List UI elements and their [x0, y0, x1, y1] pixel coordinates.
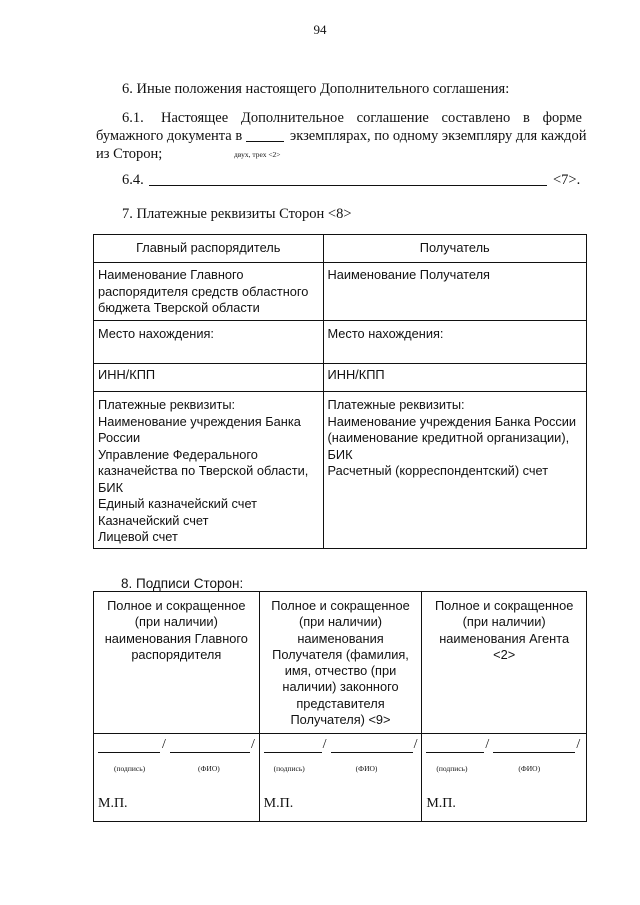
signature-label: (подпись)	[114, 764, 146, 773]
left-payment-line: Казначейский счет	[98, 512, 209, 528]
signature-line	[98, 752, 160, 753]
p61-word: соглашение	[356, 110, 429, 126]
left-payment-line: БИК	[98, 479, 124, 495]
signature-line	[426, 752, 484, 753]
left-payment-line: России	[98, 430, 141, 445]
right-payment-line: (наименование кредитной организации),	[327, 430, 570, 445]
left-inn: ИНН/КПП	[94, 364, 324, 392]
p64-suffix: <7>.	[553, 172, 581, 188]
signature-line	[264, 752, 322, 753]
p61-word: составлено	[441, 110, 511, 126]
right-payment-cell	[323, 392, 587, 549]
col2-line: Получателя) <9>	[290, 712, 391, 728]
col3-line: (при наличии)	[462, 614, 546, 630]
fio-line	[331, 752, 413, 753]
p61-word: в	[523, 110, 530, 126]
col2-line: наличии) законного	[282, 679, 399, 695]
right-payment-line: Платежные реквизиты:	[327, 397, 465, 412]
right-payment-line: БИК	[327, 446, 353, 462]
col3-line: наименования Агента	[439, 630, 570, 646]
left-name-line: Наименование Главного	[98, 267, 244, 282]
sig-col3-header	[422, 592, 587, 734]
col1-line: наименования Главного	[104, 630, 248, 646]
left-name-cell	[94, 263, 324, 321]
table-row	[94, 392, 587, 549]
table-row	[94, 734, 587, 822]
col3-line: <2>	[493, 646, 516, 662]
table-row	[94, 263, 587, 321]
col2-line: (при наличии)	[298, 614, 383, 630]
section7-heading: 7. Платежные реквизиты Сторон <8>	[122, 206, 352, 222]
signature-label: (подпись)	[273, 764, 305, 773]
col2-line: Получателя (фамилия,	[272, 646, 409, 662]
copies-blank	[246, 141, 284, 142]
p61-prefix: 6.1.	[122, 110, 144, 126]
left-payment-line: Наименование учреждения Банка	[98, 413, 301, 429]
p64-blank	[149, 185, 547, 186]
col1-line: распорядителя	[131, 646, 222, 662]
header-main-manager: Главный распорядитель	[94, 235, 324, 263]
slash-separator: /	[251, 737, 255, 752]
table-row	[94, 321, 587, 364]
left-payment-line: Лицевой счет	[98, 529, 178, 544]
right-payment-line: Наименование учреждения Банка России	[327, 413, 577, 429]
left-payment-line: Платежные реквизиты:	[98, 397, 236, 412]
fio-label: (ФИО)	[518, 764, 541, 773]
left-payment-cell	[94, 392, 324, 549]
right-payment-line: Расчетный (корреспондентский) счет	[327, 463, 549, 478]
sig-block-2	[259, 734, 422, 822]
right-inn: ИНН/КПП	[323, 364, 587, 392]
right-name-cell	[323, 263, 587, 321]
p64-label: 6.4.	[122, 172, 144, 188]
stamp-place: М.П.	[426, 796, 456, 811]
slash-separator: /	[322, 737, 327, 752]
p61-line2-a: бумажного документа в	[96, 128, 243, 144]
signature-label: (подпись)	[436, 764, 468, 773]
sig-col1-header	[94, 592, 260, 734]
stamp-place: М.П.	[98, 796, 128, 811]
slash-separator: /	[413, 737, 418, 752]
p61-word: форме	[542, 110, 582, 126]
left-payment-line: Единый казначейский счет	[98, 496, 257, 511]
p61-word: Настоящее	[161, 110, 229, 126]
col1-line: Полное и сокращенное	[107, 598, 246, 613]
sig-block-3	[422, 734, 587, 822]
header-recipient: Получатель	[323, 235, 587, 263]
left-payment-line: казначейства по Тверской области,	[98, 463, 309, 478]
p61-line3: из Сторон;	[96, 146, 163, 162]
section8-heading: 8. Подписи Сторон:	[121, 576, 244, 591]
left-name-line: распорядителя средств областного	[98, 283, 309, 299]
fio-line	[170, 752, 250, 753]
col2-line: Полное и сокращенное	[271, 598, 410, 613]
slash-separator: /	[485, 737, 490, 752]
p61-word: Дополнительное	[240, 110, 344, 126]
col2-line: наименования	[297, 630, 384, 646]
signatures-table	[93, 591, 587, 822]
section6-heading: 6. Иные положения настоящего Дополнительного соглашения:	[122, 81, 510, 97]
table-row	[94, 592, 587, 734]
p61-hint: двух, трех <2>	[234, 150, 281, 159]
p61-line1	[161, 109, 582, 127]
sig-col2-header	[259, 592, 422, 734]
page-number: 94	[313, 22, 327, 37]
col2-line: представителя	[296, 695, 385, 711]
left-payment-line: Управление Федерального	[98, 446, 258, 462]
right-name: Наименование Получателя	[327, 267, 490, 282]
p61-line2-b: экземплярах, по одному экземпляру для каждой	[290, 128, 587, 144]
payment-details-table	[93, 234, 587, 549]
stamp-place: М.П.	[263, 796, 294, 811]
slash-separator: /	[162, 737, 166, 752]
right-location: Место нахождения:	[323, 321, 587, 364]
col3-line: Полное и сокращенное	[434, 598, 574, 613]
slash-separator: /	[576, 737, 581, 752]
fio-label: (ФИО)	[198, 764, 220, 773]
left-location: Место нахождения:	[94, 321, 324, 364]
sig-block-1	[94, 734, 260, 822]
col2-line: имя, отчество (при	[284, 663, 397, 679]
table-row	[94, 364, 587, 392]
fio-line	[493, 752, 575, 753]
fio-label: (ФИО)	[355, 764, 378, 773]
col1-line: (при наличии)	[134, 614, 218, 630]
left-name-line: бюджета Тверской области	[98, 300, 260, 315]
table-row	[94, 235, 587, 263]
